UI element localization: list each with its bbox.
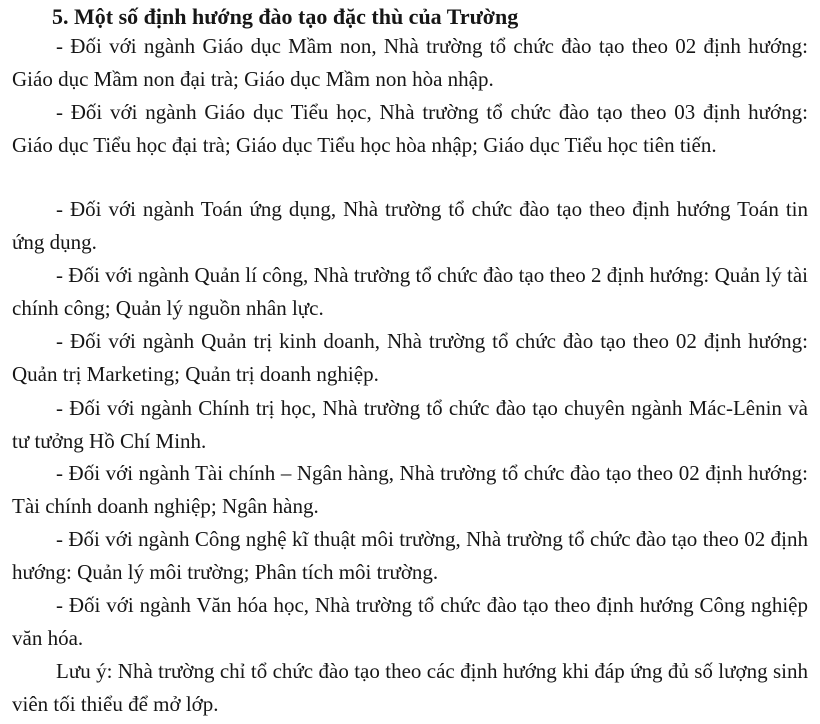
paragraph-mam-non: - Đối với ngành Giáo dục Mầm non, Nhà trường tổ chức đào tạo theo 02 định hướng: Giáo dục Mầm non đại trà; Giáo dục Mầm non hòa nhập.: [12, 34, 808, 91]
paragraph-cong-nghe-moi-truong: - Đối với ngành Công nghệ kĩ thuật môi trường, Nhà trường tổ chức đào tạo theo 02 định hướng: Quản lý môi trường; Phân tích môi trường.: [12, 527, 808, 584]
paragraph-chinh-tri-hoc: - Đối với ngành Chính trị học, Nhà trường tổ chức đào tạo chuyên ngành Mác-Lênin và tư tưởng Hồ Chí Minh.: [12, 396, 808, 453]
paragraph-van-hoa-hoc: - Đối với ngành Văn hóa học, Nhà trường tổ chức đào tạo theo định hướng Công nghiệp văn hóa.: [12, 593, 808, 650]
paragraph-tieu-hoc: - Đối với ngành Giáo dục Tiểu học, Nhà trường tổ chức đào tạo theo 03 định hướng: Giáo dục Tiểu học đại trà; Giáo dục Tiểu học hòa nhập; Giáo dục Tiểu học tiên tiến.: [12, 100, 808, 157]
paragraph-tai-chinh-ngan-hang: - Đối với ngành Tài chính – Ngân hàng, Nhà trường tổ chức đào tạo theo 02 định hướng: Tài chính doanh nghiệp; Ngân hàng.: [12, 461, 808, 518]
section-heading: 5. Một số định hướng đào tạo đặc thù của Trường: [52, 4, 519, 29]
paragraph-note: Lưu ý: Nhà trường chỉ tổ chức đào tạo theo các định hướng khi đáp ứng đủ số lượng sinh viên tối thiểu để mở lớp.: [12, 659, 808, 716]
paragraph-quan-li-cong: - Đối với ngành Quản lí công, Nhà trường tổ chức đào tạo theo 2 định hướng: Quản lý tài chính công; Quản lý nguồn nhân lực.: [12, 263, 808, 320]
paragraph-toan-ung-dung: - Đối với ngành Toán ứng dụng, Nhà trường tổ chức đào tạo theo định hướng Toán tin ứng dụng.: [12, 197, 808, 254]
paragraph-quan-tri-kinh-doanh: - Đối với ngành Quản trị kinh doanh, Nhà trường tổ chức đào tạo theo 02 định hướng: Quản trị Marketing; Quản trị doanh nghiệp.: [12, 329, 808, 386]
